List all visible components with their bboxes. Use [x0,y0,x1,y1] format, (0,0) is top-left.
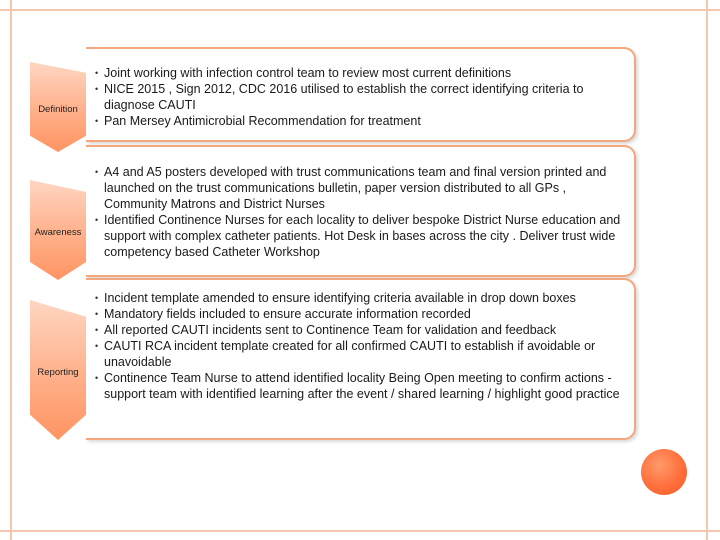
bullet-list-awareness [88,164,624,260]
content-box-reporting [86,278,636,440]
bullet-item: • All reported CAUTI incidents sent to Continence Team for validation and feedback [88,322,624,338]
bullet-list-definition [88,65,624,129]
bullet-item: • Incident template amended to ensure identifying criteria available in drop down boxes [88,290,624,306]
bullet-item: • Joint working with infection control team to review most current definitions [88,65,624,81]
content-box-awareness [86,145,636,277]
bullet-item: • A4 and A5 posters developed with trust communications team and final version printed and launched on the trust communications bulletin, paper version distributed to all GPs , Community Matrons and District Nurses [88,164,624,212]
bullet-item: • Identified Continence Nurses for each locality to deliver bespoke District Nurse education and support with complex catheter patients. Hot Desk in bases across the city . Deliver trust wide competency based Catheter Workshop [88,212,624,260]
frame-left-line [10,0,12,540]
chevron-label-definition: Definition [38,104,78,115]
bullet-item: • CAUTI RCA incident template created for all confirmed CAUTI to establish if avoidable or unavoidable [88,338,624,370]
chevron-label-reporting: Reporting [37,367,79,378]
content-box-definition [86,47,636,142]
bullet-item: • Continence Team Nurse to attend identified locality Being Open meeting to confirm actions - support team with identified learning after the event / shared learning / highlight good practice [88,370,624,402]
frame-bottom-line [0,530,720,532]
frame-right-line [706,0,708,540]
frame-top-line [0,9,720,11]
bullet-item: • NICE 2015 , Sign 2012, CDC 2016 utilised to establish the correct identifying criteria to diagnose CAUTI [88,81,624,113]
bullet-item: • Pan Mersey Antimicrobial Recommendation for treatment [88,113,624,129]
chevron-label-awareness: Awareness [34,227,82,238]
bullet-list-reporting [88,290,624,402]
accent-circle [641,449,687,495]
bullet-item: • Mandatory fields included to ensure accurate information recorded [88,306,624,322]
